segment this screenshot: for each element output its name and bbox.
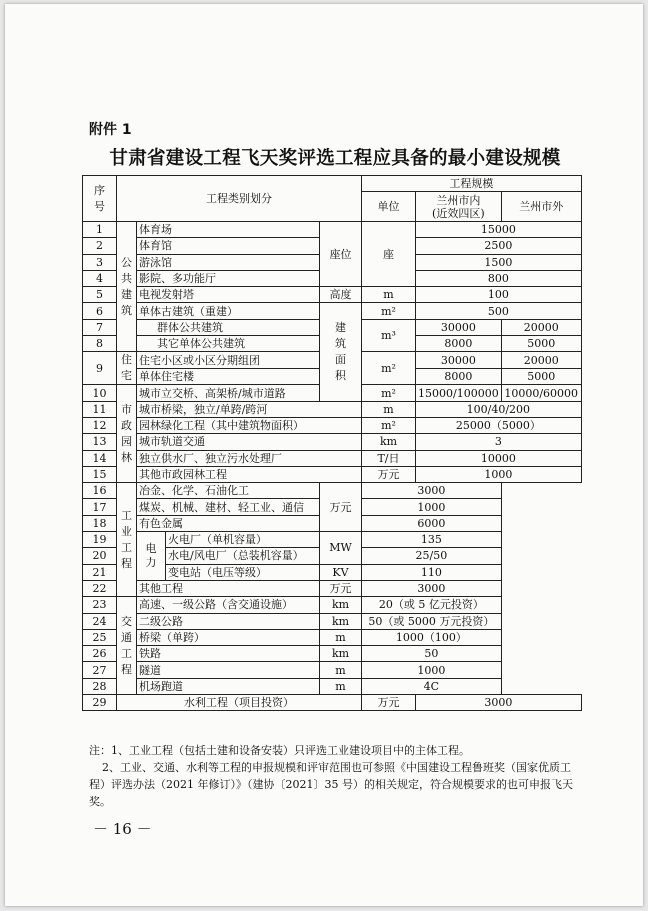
row-value-inside: 8000: [416, 368, 502, 385]
row-name: 机场跑道: [137, 678, 320, 694]
row-value: 3000: [416, 695, 582, 711]
row-unit: m²: [362, 417, 416, 433]
row-unit: km: [320, 613, 362, 629]
row-unit: KV: [320, 564, 362, 580]
row-name: 游泳馆: [137, 254, 320, 270]
header-seq: 序 号: [83, 176, 117, 222]
row-number: 25: [83, 629, 117, 645]
row-value: 10000: [416, 450, 582, 466]
row-value: 4C: [362, 678, 502, 694]
row-unit: 万元: [362, 695, 416, 711]
attachment-label: 附件 1: [89, 122, 132, 138]
row-number: 4: [83, 270, 117, 286]
group-municipal: 市 政 园 林: [117, 385, 137, 483]
table-row: [83, 580, 582, 596]
row-name: 隧道: [137, 662, 320, 678]
row-value: 100: [416, 287, 582, 303]
note-1: 注：1、工业工程（包括土建和设备安装）只评选工业建设项目中的主体工程。: [89, 744, 470, 757]
row-unit: m³: [362, 319, 416, 352]
row-number: 27: [83, 662, 117, 678]
page-title: 甘肃省建设工程飞天奖评选工程应具备的最小建设规模: [109, 148, 561, 169]
row-name: 二级公路: [137, 613, 320, 629]
row-name: 有色金属: [137, 515, 320, 531]
row-number: 24: [83, 613, 117, 629]
row-value: 1000: [362, 662, 502, 678]
table-row: [83, 287, 582, 303]
row-name: 影院、多功能厅: [137, 270, 320, 286]
row-name: 桥梁（单跨）: [137, 629, 320, 645]
table-row: [83, 662, 582, 678]
table-row: [83, 222, 582, 238]
row-value-inside: 30000: [416, 319, 502, 335]
row-value: 100/40/200: [416, 401, 582, 417]
row-value: 1000（100）: [362, 629, 502, 645]
row-number: 21: [83, 564, 117, 580]
row-unit: T/日: [362, 450, 416, 466]
row-value: 135: [362, 532, 502, 548]
row-value: 800: [416, 270, 582, 286]
row-unit: m²: [362, 352, 416, 385]
table-row: [83, 385, 582, 401]
row-name: 其他工程: [137, 580, 320, 596]
row-name: 体育场: [137, 222, 320, 238]
row-name: 火电厂（单机容量）: [166, 532, 320, 548]
row-number: 2: [83, 238, 117, 254]
row-value: 1000: [416, 466, 582, 482]
row-name: 水电/风电厂（总装机容量）: [166, 548, 320, 564]
row-value: 6000: [362, 515, 502, 531]
row-name: 城市桥梁，独立/单跨/跨河: [137, 401, 362, 417]
table-row: [83, 434, 582, 450]
subunit-building-area: 建 筑 面 积: [320, 303, 362, 401]
row-value-outside: 20000: [501, 352, 581, 369]
scale-table: [82, 175, 582, 711]
row-number: 23: [83, 597, 117, 613]
row-value: 50: [362, 646, 502, 662]
table-row: [83, 597, 582, 613]
row-number: 7: [83, 319, 117, 335]
row-name: 冶金、化学、石油化工: [137, 483, 320, 499]
row-name: 单体古建筑（重建）: [137, 303, 320, 319]
row-unit: m²: [362, 303, 416, 319]
row-number: 10: [83, 385, 117, 401]
row-name: 其他市政园林工程: [137, 466, 362, 482]
row-value: 20（或 5 亿元投资）: [362, 597, 502, 613]
row-unit: km: [320, 646, 362, 662]
table-row: [83, 613, 582, 629]
row-name: 独立供水厂、独立污水处理厂: [137, 450, 362, 466]
row-value-inside: 15000/100000: [416, 385, 502, 401]
table-row: [83, 695, 582, 711]
row-unit: m: [320, 678, 362, 694]
row-number: 11: [83, 401, 117, 417]
row-value: 1500: [416, 254, 582, 270]
row-number: 22: [83, 580, 117, 596]
note-2: 2、工业、交通、水利等工程的申报规模和评审范围也可参照《中国建设工程鲁班奖（国家优质工程）评选办法（2021 年修订）》（建协〔2021〕35 号）的相关规定，符合规模要求的也可申报飞天奖。: [89, 761, 573, 808]
table-row: [83, 532, 582, 548]
row-number: 14: [83, 450, 117, 466]
row-number: 26: [83, 646, 117, 662]
row-unit: MW: [320, 532, 362, 565]
row-unit: m²: [362, 385, 416, 401]
row-number: 20: [83, 548, 117, 564]
row-value: 25/50: [362, 548, 502, 564]
group-industrial: 工 业 工 程: [117, 483, 137, 597]
table-row: [83, 678, 582, 694]
header-inside: 兰州市内 (近效四区): [416, 192, 502, 222]
row-number: 3: [83, 254, 117, 270]
header-unit: 单位: [362, 192, 416, 222]
row-value-outside: 20000: [501, 319, 581, 335]
header-scale: 工程规模: [362, 176, 582, 192]
row-name: 群体公共建筑: [137, 319, 320, 335]
table-header-row: [83, 176, 582, 192]
row-number: 17: [83, 499, 117, 515]
row-unit: m: [362, 401, 416, 417]
group-transport: 交 通 工 程: [117, 597, 137, 695]
row-number: 1: [83, 222, 117, 238]
row-name: 园林绿化工程（其中建筑物面积）: [137, 417, 362, 433]
row-value: 2500: [416, 238, 582, 254]
table-row: [83, 401, 582, 417]
row-value: 1000: [362, 499, 502, 515]
row-name: 高速、一级公路（含交通设施）: [137, 597, 320, 613]
row-value: 25000（5000）: [416, 417, 582, 433]
row-unit: 万元: [320, 580, 362, 596]
row-number: 5: [83, 287, 117, 303]
table-row: [83, 629, 582, 645]
row-name: 变电站（电压等级）: [166, 564, 320, 580]
notes: [89, 742, 579, 810]
row-unit: km: [320, 597, 362, 613]
row-value: 110: [362, 564, 502, 580]
row-unit: m: [320, 662, 362, 678]
row-name: 城市立交桥、高架桥/城市道路: [137, 385, 362, 401]
row-value: 3000: [362, 580, 502, 596]
row-name: 煤炭、机械、建材、轻工业、通信: [137, 499, 320, 515]
row-unit: 万元: [362, 466, 416, 482]
table-row: [83, 450, 582, 466]
row-value: 15000: [416, 222, 582, 238]
row-number: 8: [83, 336, 117, 352]
page-number: － 16 －: [93, 820, 152, 838]
subunit-seat: 座位: [320, 222, 362, 287]
row-number: 15: [83, 466, 117, 482]
row-number: 18: [83, 515, 117, 531]
table-row: [83, 483, 582, 499]
group-public: 公 共 建 筑: [117, 222, 137, 352]
row-unit: 座: [362, 222, 416, 287]
table-row: [83, 646, 582, 662]
row-value-inside: 30000: [416, 352, 502, 369]
row-name: 住宅小区或小区分期组团: [137, 352, 320, 369]
row-number: 9: [83, 352, 117, 385]
row-number: 29: [83, 695, 117, 711]
row-number: 19: [83, 532, 117, 548]
row-unit: km: [362, 434, 416, 450]
row-value-inside: 8000: [416, 336, 502, 352]
table-row: [83, 417, 582, 433]
row-unit: 万元: [320, 483, 362, 532]
row-value-outside: 10000/60000: [501, 385, 581, 401]
table-row: [83, 303, 582, 319]
row-number: 13: [83, 434, 117, 450]
row-unit: m: [320, 629, 362, 645]
row-number: 12: [83, 417, 117, 433]
row-name: 城市轨道交通: [137, 434, 362, 450]
row-number: 16: [83, 483, 117, 499]
row-number: 6: [83, 303, 117, 319]
table-row: [83, 466, 582, 482]
header-outside: 兰州市外: [501, 192, 581, 222]
row-name: 水利工程（项目投资）: [117, 695, 362, 711]
row-value-outside: 5000: [501, 336, 581, 352]
row-name: 体育馆: [137, 238, 320, 254]
group-residential: 住 宅: [117, 352, 137, 385]
row-name: 铁路: [137, 646, 320, 662]
subunit-height: 高度: [320, 287, 362, 303]
row-name: 电视发射塔: [137, 287, 320, 303]
row-value: 3000: [362, 483, 502, 499]
row-value-outside: 5000: [501, 368, 581, 385]
row-unit: m: [362, 287, 416, 303]
row-value: 50（或 5000 万元投资）: [362, 613, 502, 629]
header-category: 工程类别划分: [117, 176, 362, 222]
group-power: 电 力: [137, 532, 166, 581]
row-name: 其它单体公共建筑: [137, 336, 320, 352]
row-name: 单体住宅楼: [137, 368, 320, 385]
row-value: 500: [416, 303, 582, 319]
row-number: 28: [83, 678, 117, 694]
row-value: 3: [416, 434, 582, 450]
document-page: [5, 4, 643, 906]
